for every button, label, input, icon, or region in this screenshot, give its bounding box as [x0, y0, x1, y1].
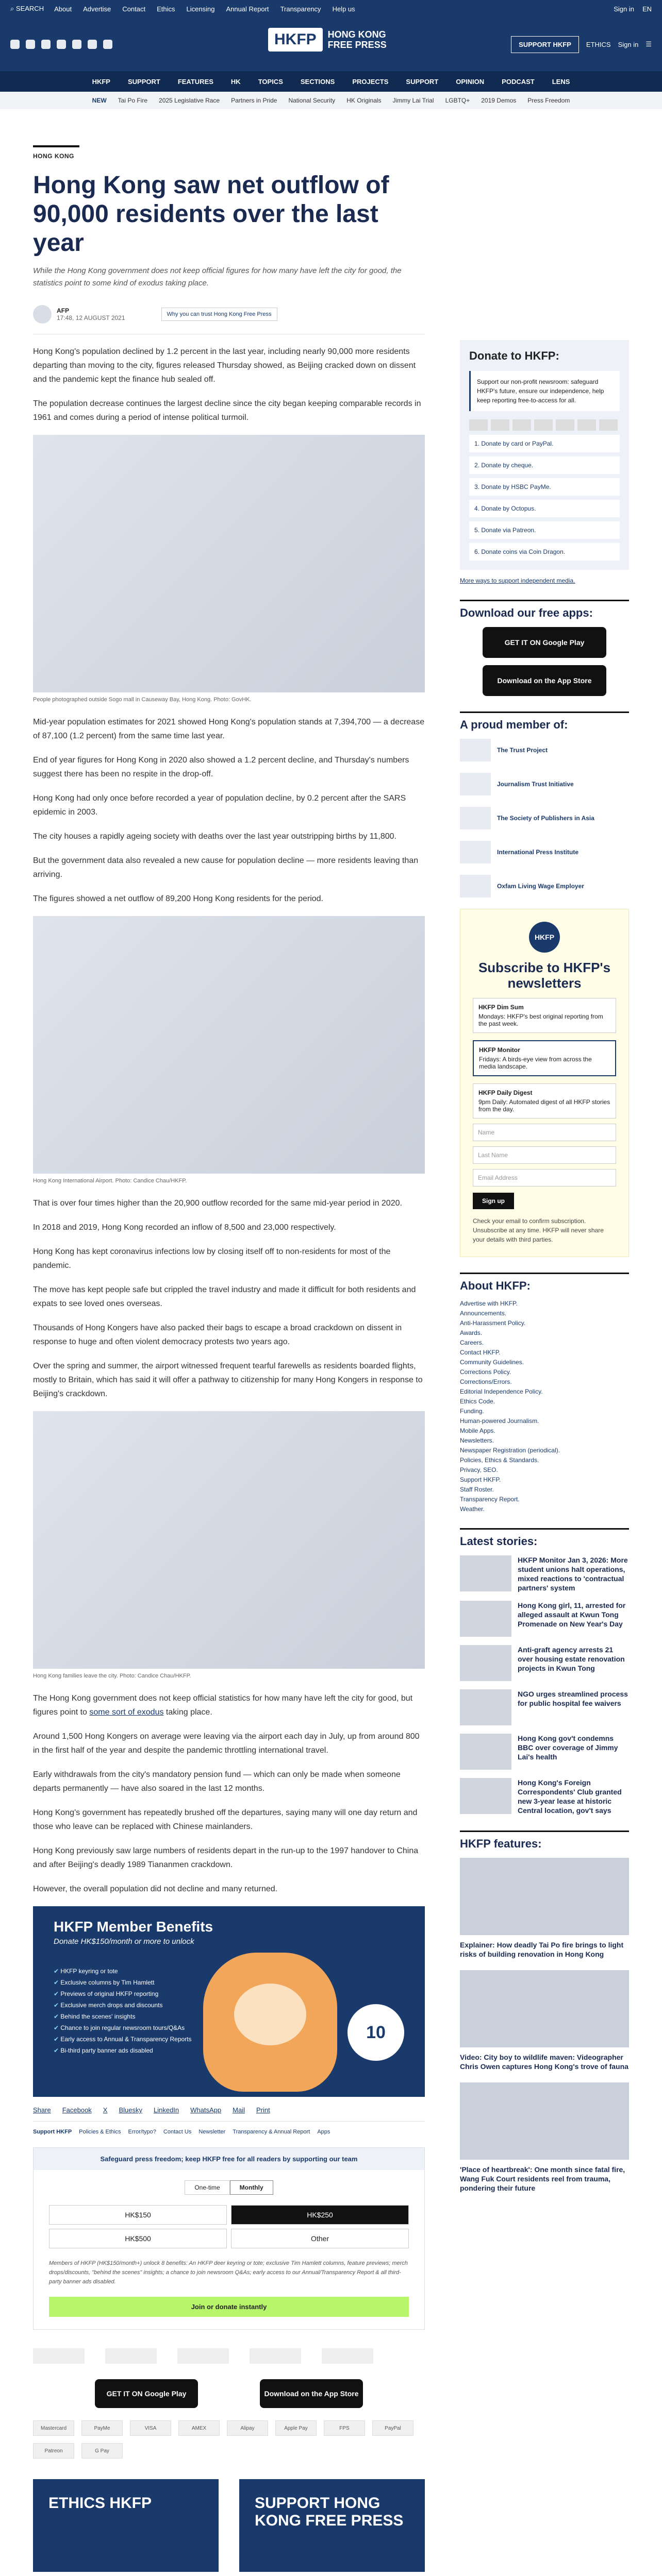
donate-option[interactable]: 5. Donate via Patreon. [469, 521, 620, 539]
sidebar-donate [460, 340, 629, 570]
newsletter-logo: HKFP [529, 922, 560, 953]
logo-line1: HONG KONG [327, 29, 386, 40]
site-header [0, 18, 662, 71]
footer-link[interactable]: Policies & Ethics [79, 2129, 121, 2135]
anniversary-badge: 10 [347, 2004, 404, 2061]
story-title: HKFP Monitor Jan 3, 2026: More student unions halt operations, mixed reactions to 'contractual partners' system [518, 1556, 628, 1592]
story-thumbnail [460, 1645, 511, 1681]
sopa-logo [177, 2348, 229, 2364]
amount-options [34, 2205, 424, 2248]
amount-option[interactable]: HK$500 [49, 2229, 227, 2248]
topbar-link-about[interactable]: About [54, 5, 72, 13]
jti-logo [460, 773, 491, 795]
card-icon [491, 419, 509, 431]
topbar-link-ethics[interactable]: Ethics [157, 5, 175, 13]
facebook-icon[interactable] [10, 40, 20, 49]
youtube-icon[interactable] [72, 40, 81, 49]
paragraph: Hong Kong previously saw large numbers of residents depart in the run-up to the 1997 handover to China and after Beijing's deadly 1989 Tiananmen crackdown. [33, 1846, 419, 1869]
amount-option-selected[interactable]: HK$250 [231, 2205, 409, 2225]
membership-note: Members of HKFP (HK$150/month+) unlock 8 benefits: An HKFP deer keyring or tote; exclusive Tim Hamlett columns, feature previews; merch drops/discounts, "behind the scenes" insights; a chance to join newsroom Q&As; early access to our Annual/Transparency Report & all third-party banner ads disabled. [49, 2260, 408, 2285]
member-org[interactable] [460, 807, 629, 829]
paragraph: Mid-year population estimates for 2021 showed Hong Kong's population stands at 7,394,700 — a decrease of 87,100 (1.2 percent) from the same time last year. [33, 718, 425, 740]
story-title: Hong Kong girl, 11, arrested for alleged assault at Kwun Tong Promenade on New Year's Day [518, 1601, 626, 1628]
photo-caption: People photographed outside Sogo mall in Causeway Bay, Hong Kong. Photo: GovHK. [33, 697, 252, 703]
story-thumbnail [460, 1555, 511, 1591]
about-link[interactable]: Transparency Report. [460, 1496, 520, 1503]
share-linkedin[interactable]: LinkedIn [154, 2106, 179, 2114]
paragraph: Hong Kong's population declined by 1.2 percent in the last year, including nearly 90,000 more residents departing than moving to the city, figures released Thursday showed, as Beijing cracked down on dissent and the pandemic kept the finance hub sealed off. [33, 347, 416, 384]
topbar-link-transparency[interactable]: Transparency [280, 5, 321, 13]
about-heading: About HKFP: [460, 1273, 629, 1293]
app-store-button[interactable]: Download on the App Store [260, 2379, 363, 2408]
donation-header: Safeguard press freedom; keep HKFP free for all readers by supporting our team [34, 2148, 424, 2170]
about-link[interactable]: Corrections/Errors. [460, 1378, 512, 1385]
story-title: NGO urges streamlined process for public hospital fee waivers [518, 1690, 628, 1707]
feature-story[interactable] [460, 2082, 629, 2193]
nav-opinion[interactable]: OPINION [456, 77, 485, 86]
share-print[interactable]: Print [256, 2106, 270, 2114]
article [33, 145, 425, 2572]
card-icons [469, 419, 620, 431]
perk-item: ✔ Previews of original HKFP reporting [54, 1990, 425, 1997]
share-whatsapp[interactable]: WhatsApp [190, 2106, 222, 2114]
topbar-link-annual-report[interactable]: Annual Report [226, 5, 269, 13]
story-title: Hong Kong's Foreign Correspondents' Club granted new 3-year lease at historic Central location, gov't says [518, 1778, 622, 1815]
byline [33, 305, 425, 324]
about-link[interactable]: Announcements. [460, 1310, 507, 1317]
support-promo[interactable]: SUPPORT HONG KONG FREE PRESS [239, 2479, 425, 2572]
latest-story[interactable] [460, 1645, 629, 1681]
footer-link[interactable]: Support HKFP [33, 2129, 72, 2135]
story-thumbnail [460, 1601, 511, 1637]
paragraph: The figures showed a net outflow of 89,200 Hong Kong residents for the period. [33, 894, 324, 903]
footer-link[interactable]: Newsletter [198, 2129, 226, 2135]
trending-item[interactable]: Press Freedom [527, 97, 570, 104]
option-desc: Mondays: HKFP's best original reporting from the past week. [478, 1013, 603, 1027]
header-signin[interactable]: Sign in [618, 40, 639, 48]
social-links [10, 40, 112, 49]
about-link[interactable]: Awards. [460, 1329, 483, 1336]
about-link[interactable]: Policies, Ethics & Standards. [460, 1456, 539, 1464]
trending-item[interactable]: Jimmy Lai Trial [392, 97, 434, 104]
about-link[interactable]: Ethics Code. [460, 1398, 495, 1405]
share-bar [33, 2106, 425, 2114]
paragraph: The city houses a rapidly ageing society with deaths over the last year outstripping births by 11,800. [33, 832, 396, 841]
instagram-icon[interactable] [41, 40, 51, 49]
about-link[interactable]: Corrections Policy. [460, 1368, 511, 1376]
oxfam-logo [460, 875, 491, 897]
logo-line2: FREE PRESS [327, 40, 387, 50]
nav-hk[interactable]: HK [230, 77, 241, 86]
footer-link[interactable]: Transparency & Annual Report [233, 2129, 310, 2135]
support-button[interactable]: SUPPORT HKFP [511, 36, 579, 53]
trust-project-logo [460, 739, 491, 761]
donate-option[interactable]: 2. Donate by cheque. [469, 456, 620, 474]
donate-option[interactable]: 6. Donate coins via Coin Dragon. [469, 543, 620, 561]
mastercard-icon: Mastercard [33, 2420, 74, 2436]
feature-title: 'Place of heartbreak': One month since fatal fire, Wang Fuk Court residents reel from trauma, pondering their future [460, 2165, 625, 2192]
footer-link[interactable]: Apps [317, 2129, 330, 2135]
nav-features[interactable]: FEATURES [177, 77, 213, 86]
member-org-name: Oxfam Living Wage Employer [497, 883, 584, 890]
ipi-logo [460, 841, 491, 863]
paragraph: In 2018 and 2019, Hong Kong recorded an inflow of 8,500 and 23,000 respectively. [33, 1223, 336, 1232]
trending-item[interactable]: Tai Po Fire [118, 97, 148, 104]
site-logo[interactable] [268, 28, 387, 52]
trust-project-logo [33, 2348, 85, 2364]
member-org[interactable] [460, 739, 629, 761]
paragraph: Hong Kong has kept coronavirus infections low by closing itself off to non-residents for most of the pandemic. [33, 1247, 391, 1270]
perk-item: ✔ Chance to join regular newsroom tours/Q&As [54, 2024, 425, 2031]
paragraph: But the government data also revealed a new cause for population decline — more residents leaving than arriving. [33, 856, 419, 879]
nav-projects[interactable]: PROJECTS [352, 77, 389, 86]
apps-heading: Download our free apps: [460, 600, 629, 620]
article-title: Hong Kong saw net outflow of 90,000 residents over the last year [33, 172, 389, 257]
email-field[interactable]: Email Address [473, 1169, 616, 1187]
author-name[interactable]: AFP [57, 307, 69, 314]
search-label[interactable]: SEARCH [15, 5, 44, 12]
paragraph: Early withdrawals from the city's mandatory pension fund — which can only be made when someone departs permanently — have also soared in the last 12 months. [33, 1770, 401, 1793]
patreon-icon: Patreon [33, 2443, 74, 2459]
ipi-logo [250, 2348, 301, 2364]
trust-logos [33, 2348, 425, 2364]
option-name: HKFP Daily Digest [478, 1089, 533, 1096]
feature-title: Explainer: How deadly Tai Po fire brings to light risks of building renovation in Hong Kong [460, 1941, 624, 1958]
visa-icon: VISA [130, 2420, 171, 2436]
payme-icon: PayMe [81, 2420, 123, 2436]
card-icon [512, 419, 531, 431]
divider [33, 2121, 425, 2122]
ethics-promo[interactable]: ETHICS HKFP [33, 2479, 219, 2572]
feature-image [460, 1970, 629, 2047]
paragraph: The population decrease continues the largest decline since the city began keeping comparable records in 1961 and comes during a period of intense political turmoil. [33, 399, 421, 422]
latest-heading: Latest stories: [460, 1528, 629, 1548]
promo-title: HKFP Member Benefits [54, 1919, 213, 1935]
newsletter-signup [460, 909, 629, 1257]
trending-item[interactable]: National Security [288, 97, 336, 104]
sidebar [460, 340, 629, 2204]
publish-date: 17:48, 12 AUGUST 2021 [57, 314, 125, 321]
promo-subtitle: Donate HK$150/month or more to unlock [54, 1937, 194, 1946]
article-subtitle: While the Hong Kong government does not keep official figures for how many have left the city for good, the statistics point to some kind of exodus taking place. [33, 266, 402, 287]
topbar-link-contact[interactable]: Contact [122, 5, 146, 13]
about-link[interactable]: Careers. [460, 1339, 484, 1346]
perk-item: ✔ Bi-third party banner ads disabled [54, 2047, 425, 2054]
member-org-name: International Press Institute [497, 849, 579, 856]
donate-button[interactable]: Join or donate instantly [49, 2297, 409, 2317]
trending-item[interactable]: Partners in Pride [231, 97, 277, 104]
about-link[interactable]: Anti-Harassment Policy. [460, 1319, 526, 1327]
topbar-signin[interactable]: Sign in [614, 5, 634, 13]
paragraph: That is over four times higher than the 20,900 outflow recorded for the same mid-year period in 2020. [33, 1199, 402, 1208]
jti-logo [105, 2348, 157, 2364]
last-name-field[interactable]: Last Name [473, 1146, 616, 1164]
paypal-icon: PayPal [372, 2420, 413, 2436]
topbar-link-licensing[interactable]: Licensing [186, 5, 215, 13]
payment-methods [33, 2420, 425, 2459]
alipay-icon: Alipay [227, 2420, 268, 2436]
share-bluesky[interactable]: Bluesky [119, 2106, 142, 2114]
feature-story[interactable] [460, 1970, 629, 2071]
nav-topics[interactable]: TOPICS [258, 77, 283, 86]
paragraph: Hong Kong's government has repeatedly brushed off the departures, saying many will one day return and those who leave can be replaced with Chinese mainlanders. [33, 1808, 418, 1831]
exodus-link[interactable]: some sort of exodus [89, 1708, 164, 1717]
paragraph: Over the spring and summer, the airport witnessed frequent tearful farewells as residents boarded flights, mostly to Britain, which has said it will offer a pathway to citizenship for many Hong Kongers in response to Beijing's crackdown. [33, 1362, 423, 1398]
name-field[interactable]: Name [473, 1124, 616, 1141]
trending-item[interactable]: 2019 Demos [481, 97, 517, 104]
newsletter-option[interactable] [473, 998, 616, 1033]
frequency-toggle [34, 2180, 424, 2195]
sidebar-donate-title: Donate to HKFP: [469, 349, 559, 362]
photo-caption: Hong Kong families leave the city. Photo: Candice Chau/HKFP. [33, 1673, 191, 1679]
main-nav [0, 71, 662, 92]
mail-icon[interactable] [88, 40, 97, 49]
story-thumbnail [460, 1778, 511, 1814]
ethics-link[interactable]: ETHICS [586, 40, 611, 48]
bottom-promos [33, 2479, 425, 2572]
member-org[interactable] [460, 875, 629, 897]
trending-label: NEW [92, 97, 107, 104]
member-benefits-promo[interactable] [33, 1906, 425, 2097]
perk-item: ✔ Early access to Annual & Transparency Reports [54, 2036, 425, 2043]
paragraph: Hong Kong had only once before recorded a year of population decline, by 0.2 percent after the SARS epidemic in 2003. [33, 794, 406, 817]
perk-item: ✔ Exclusive columns by Tim Hamlett [54, 1979, 425, 1986]
feature-image [460, 2082, 629, 2160]
donate-option[interactable]: 3. Donate by HSBC PayMe. [469, 478, 620, 496]
option-desc: 9pm Daily: Automated digest of all HKFP stories from the day. [478, 1098, 610, 1113]
google-play-button[interactable]: GET IT ON Google Play [95, 2379, 198, 2408]
card-icon [469, 419, 488, 431]
google-pay-icon: G Pay [81, 2443, 123, 2459]
sidebar-app-store[interactable]: Download on the App Store [483, 665, 606, 696]
feature-title: Video: City boy to wildlife maven: Videographer Chris Owen captures Hong Kong's trove of fauna [460, 2053, 628, 2071]
option-name: HKFP Monitor [479, 1046, 520, 1054]
card-icon [577, 419, 596, 431]
article-photo [33, 435, 425, 692]
donation-box [33, 2147, 425, 2330]
latest-story[interactable] [460, 1734, 629, 1770]
perk-item: ✔ Behind the scenes' insights [54, 2013, 425, 2020]
member-org[interactable] [460, 773, 629, 795]
about-link[interactable]: Newsletters. [460, 1437, 494, 1444]
amount-option-other[interactable]: Other [231, 2229, 409, 2248]
menu-icon[interactable]: ☰ [646, 40, 652, 48]
paragraph-text: The Hong Kong government does not keep official statistics for how many have left the city for good, but figures point to [33, 1694, 413, 1717]
trending-bar [0, 92, 662, 109]
paragraph: The move has kept people safe but crippled the travel industry and made it difficult for both residents and expats to see loved ones overseas. [33, 1285, 416, 1308]
article-kicker[interactable]: HONG KONG [33, 152, 74, 160]
nav-podcast[interactable]: PODCAST [502, 77, 535, 86]
story-thumbnail [460, 1734, 511, 1770]
member-org-name: The Trust Project [497, 747, 548, 754]
author-avatar [33, 305, 52, 324]
more-ways-link[interactable]: More ways to support independent media. [460, 577, 575, 584]
sidebar-google-play[interactable]: GET IT ON Google Play [483, 627, 606, 658]
threads-icon[interactable] [57, 40, 66, 49]
topbar [0, 0, 662, 18]
donate-option[interactable]: 1. Donate by card or PayPal. [469, 435, 620, 452]
amount-option[interactable]: HK$150 [49, 2205, 227, 2225]
logo-mark: HKFP [268, 28, 323, 52]
member-org-name: The Society of Publishers in Asia [497, 815, 594, 822]
topbar-link-advertise[interactable]: Advertise [83, 5, 111, 13]
about-link[interactable]: Weather. [460, 1505, 485, 1513]
photo-caption: Hong Kong International Airport. Photo: Candice Chau/HKFP. [33, 1178, 187, 1184]
nav-lens[interactable]: LENS [552, 77, 570, 86]
option-name: HKFP Dim Sum [478, 1004, 524, 1011]
feature-image [460, 1858, 629, 1935]
story-thumbnail [460, 1689, 511, 1725]
tab-monthly[interactable]: Monthly [230, 2180, 273, 2195]
nav-sections[interactable]: SECTIONS [300, 77, 335, 86]
article-photo [33, 1411, 425, 1669]
about-link[interactable]: Newspaper Registration (periodical). [460, 1447, 560, 1454]
newsletter-title: Subscribe to HKFP's newsletters [478, 960, 611, 991]
story-title: Hong Kong gov't condemns BBC over coverage of Jimmy Lai's health [518, 1734, 618, 1761]
fps-icon: FPS [324, 2420, 365, 2436]
about-link[interactable]: Funding. [460, 1408, 484, 1415]
member-heading: A proud member of: [460, 711, 629, 732]
share-label: Share [33, 2106, 51, 2114]
member-org[interactable] [460, 841, 629, 863]
about-link[interactable]: Advertise with HKFP. [460, 1300, 518, 1307]
about-link[interactable]: Contact HKFP. [460, 1349, 501, 1356]
paragraph: However, the overall population did not decline and many returned. [33, 1885, 278, 1893]
paragraph: End of year figures for Hong Kong in 2020 also showed a 1.2 percent decline, and Thursday's numbers suggest there has been no respite in the drop-off. [33, 756, 409, 778]
feature-story[interactable] [460, 1858, 629, 1959]
apple-pay-icon: Apple Pay [275, 2420, 317, 2436]
search-icon[interactable]: ⌕ SEARCH [10, 5, 44, 12]
newsletter-option[interactable] [473, 1083, 616, 1118]
amex-icon: AMEX [178, 2420, 220, 2436]
article-footer-links [33, 2129, 425, 2135]
card-icon [556, 419, 574, 431]
story-title: Anti-graft agency arrests 21 over housing estate renovation projects in Kwun Tong [518, 1646, 625, 1672]
footer-link[interactable]: Contact Us [163, 2129, 192, 2135]
deer-mascot-icon [203, 1953, 337, 2092]
share-facebook[interactable]: Facebook [62, 2106, 92, 2114]
article-photo [33, 916, 425, 1174]
about-link[interactable]: Privacy, SEO. [460, 1466, 498, 1473]
latest-story[interactable] [460, 1601, 629, 1637]
section-divider [33, 145, 79, 147]
trending-item[interactable]: 2025 Legislative Race [159, 97, 220, 104]
option-desc: Fridays: A birds-eye view from across the media landscape. [479, 1056, 592, 1070]
topbar-link-help[interactable]: Help us [332, 5, 355, 13]
about-link[interactable]: Staff Roster. [460, 1486, 494, 1493]
trending-item[interactable]: LGBTQ+ [445, 97, 470, 104]
nav-support-2[interactable]: SUPPORT [406, 77, 439, 86]
latest-story[interactable] [460, 1555, 629, 1592]
share-mail[interactable]: Mail [233, 2106, 245, 2114]
app-buttons [33, 2379, 425, 2408]
member-org-name: Journalism Trust Initiative [497, 781, 574, 788]
footer-link[interactable]: Error/typo? [128, 2129, 156, 2135]
about-link[interactable]: Mobile Apps. [460, 1427, 495, 1434]
telegram-icon[interactable] [103, 40, 112, 49]
latest-story[interactable] [460, 1778, 629, 1815]
about-link[interactable]: Human-powered Journalism. [460, 1417, 539, 1425]
paragraph [33, 1691, 425, 1719]
nav-support[interactable]: SUPPORT [127, 77, 160, 86]
paragraph-text: taking place. [163, 1708, 212, 1717]
about-link[interactable]: Support HKFP. [460, 1476, 501, 1483]
trust-link[interactable]: Why you can trust Hong Kong Free Press [161, 308, 277, 321]
about-link[interactable]: Community Guidelines. [460, 1359, 524, 1366]
oxfam-logo [322, 2348, 373, 2364]
newsletter-option[interactable] [473, 1040, 616, 1076]
language-switch[interactable]: EN [642, 5, 652, 13]
paragraph: Thousands of Hong Kongers have also packed their bags to escape a broad crackdown on dissent in response to huge and often violent democracy protests two years ago. [33, 1324, 402, 1346]
nav-hkfp[interactable]: HKFP [92, 77, 110, 86]
latest-story[interactable] [460, 1689, 629, 1725]
about-link[interactable]: Editorial Independence Policy. [460, 1388, 543, 1395]
signup-button[interactable]: Sign up [473, 1193, 514, 1209]
paragraph: Around 1,500 Hong Kongers on average were leaving via the airport each day in July, up from around 800 in the first half of the year and despite the pandemic throttling international travel. [33, 1732, 420, 1755]
card-icon [534, 419, 553, 431]
features-heading: HKFP features: [460, 1831, 629, 1851]
perk-item: ✔ HKFP keyring or tote [54, 1968, 425, 1975]
card-icon [599, 419, 618, 431]
sopa-logo [460, 807, 491, 829]
about-links [460, 1300, 629, 1513]
tab-one-time[interactable]: One-time [185, 2180, 229, 2195]
share-x[interactable]: X [103, 2106, 108, 2114]
x-icon[interactable] [26, 40, 35, 49]
donate-option[interactable]: 4. Donate by Octopus. [469, 500, 620, 517]
trending-item[interactable]: HK Originals [346, 97, 382, 104]
sidebar-donate-desc: Support our non-profit newsroom: safeguard HKFP's future, ensure our independence, help keep reporting free-to-access for all. [469, 371, 620, 411]
perk-item: ✔ Exclusive merch drops and discounts [54, 2002, 425, 2009]
newsletter-note: Check your email to confirm subscription. Unsubscribe at any time. HKFP will never share your details with third parties. [473, 1217, 604, 1243]
